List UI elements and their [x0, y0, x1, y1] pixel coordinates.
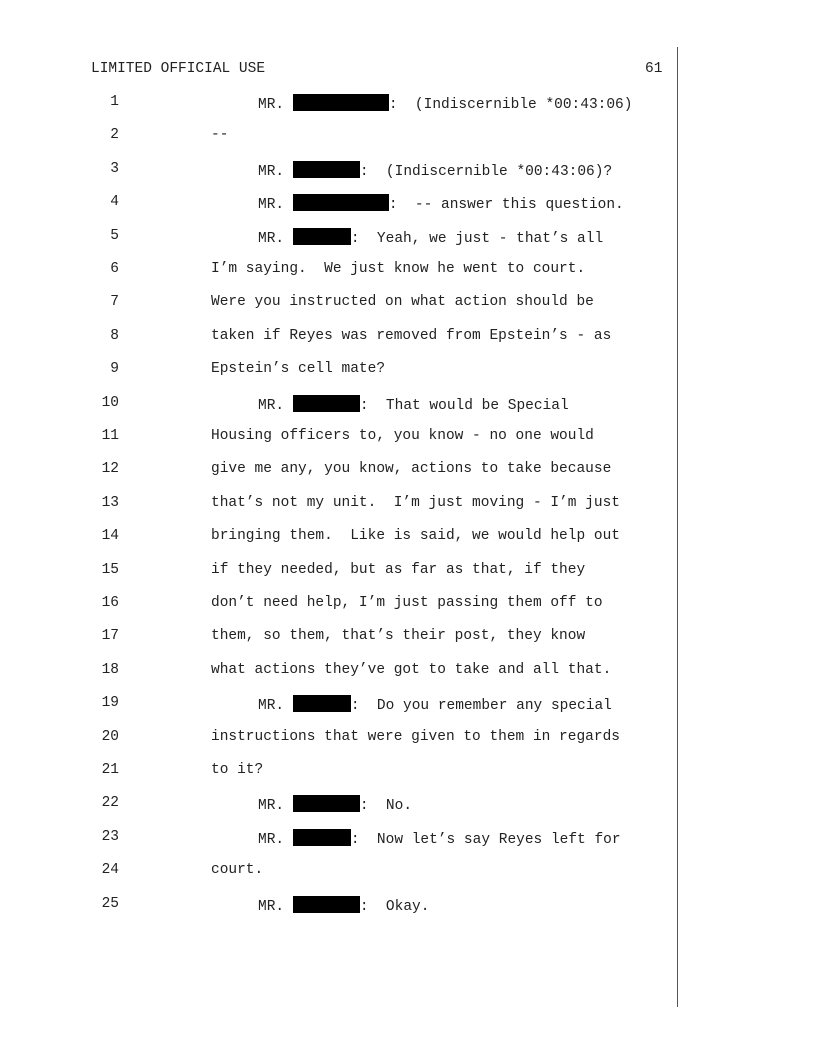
transcript-line	[0, 628, 816, 648]
speaker-text: : Do you remember any special	[350, 698, 612, 715]
line-text	[258, 194, 624, 213]
transcript-line	[0, 395, 816, 415]
line-text: give me any, you know, actions to take because	[211, 461, 612, 478]
transcript-line	[0, 862, 816, 882]
line-number: 10	[101, 394, 119, 411]
transcript-line	[0, 729, 816, 749]
line-number: 18	[101, 661, 119, 678]
speaker-prefix: MR.	[258, 230, 293, 247]
classification-header: LIMITED OFFICIAL USE	[91, 61, 266, 77]
line-text: them, so them, that’s their post, they know	[211, 628, 586, 645]
speaker-text: : (Indiscernible *00:43:06)	[388, 97, 633, 113]
speaker-prefix: MR.	[258, 163, 293, 180]
line-number: 12	[101, 461, 119, 478]
line-text: court.	[211, 862, 264, 879]
transcript-line	[0, 194, 816, 214]
redaction-bar	[293, 161, 360, 178]
line-text	[258, 695, 612, 714]
redaction-bar	[293, 695, 351, 712]
line-number: 11	[101, 428, 119, 444]
line-text	[258, 395, 569, 414]
speaker-text: : No.	[359, 798, 413, 815]
speaker-text: : Yeah, we just - that’s all	[350, 230, 604, 247]
line-number: 24	[101, 862, 119, 879]
line-number: 1	[110, 94, 119, 110]
line-text	[258, 161, 612, 180]
transcript-line	[0, 261, 816, 281]
speaker-text: : (Indiscernible *00:43:06)?	[359, 163, 613, 180]
transcript-line	[0, 294, 816, 314]
line-text	[258, 829, 621, 848]
redaction-bar	[293, 795, 360, 812]
line-number: 13	[101, 494, 119, 511]
speaker-prefix: MR.	[258, 798, 293, 815]
transcript-line	[0, 528, 816, 548]
line-number: 7	[110, 294, 119, 311]
line-text: I’m saying. We just know he went to court.	[211, 261, 586, 277]
transcript-line	[0, 161, 816, 181]
line-text	[258, 94, 632, 113]
speaker-prefix: MR.	[258, 831, 293, 848]
transcript-line	[0, 495, 816, 515]
line-number: 6	[110, 261, 119, 277]
transcript-line	[0, 127, 816, 147]
line-number: 22	[101, 795, 119, 812]
line-text: taken if Reyes was removed from Epstein’s - as	[211, 327, 612, 344]
transcript-line	[0, 562, 816, 582]
line-text: Housing officers to, you know - no one would	[211, 428, 594, 444]
speaker-prefix: MR.	[258, 898, 293, 915]
line-text: instructions that were given to them in regards	[211, 728, 620, 745]
line-number: 20	[101, 728, 119, 745]
line-text: --	[211, 127, 229, 144]
line-number: 5	[110, 227, 119, 244]
transcript-line	[0, 228, 816, 248]
line-number: 8	[110, 327, 119, 344]
transcript-line	[0, 94, 816, 114]
speaker-text: : That would be Special	[359, 397, 569, 414]
redaction-bar	[293, 228, 351, 245]
speaker-text: : -- answer this question.	[388, 197, 624, 214]
line-text: that’s not my unit. I’m just moving - I’m just	[211, 494, 620, 511]
line-number: 16	[101, 595, 119, 611]
line-number: 21	[101, 762, 119, 778]
speaker-prefix: MR.	[258, 197, 293, 214]
line-text: don’t need help, I’m just passing them off to	[211, 595, 603, 611]
line-number: 15	[101, 561, 119, 578]
line-number: 3	[110, 160, 119, 177]
line-number: 14	[101, 528, 119, 545]
transcript-line	[0, 361, 816, 381]
line-text: Were you instructed on what action should be	[211, 294, 594, 311]
page-number: 61	[645, 61, 663, 77]
redaction-bar	[293, 896, 360, 913]
line-text	[258, 795, 412, 814]
speaker-prefix: MR.	[258, 397, 293, 414]
speaker-prefix: MR.	[258, 698, 293, 715]
transcript-line	[0, 428, 816, 448]
line-number: 2	[110, 127, 119, 144]
transcript-line	[0, 762, 816, 782]
redaction-bar	[293, 194, 389, 211]
transcript-line	[0, 695, 816, 715]
line-number: 9	[110, 361, 119, 378]
speaker-text: : Okay.	[359, 898, 430, 915]
transcript-line	[0, 595, 816, 615]
transcript-line	[0, 461, 816, 481]
redaction-bar	[293, 829, 351, 846]
transcript-line	[0, 328, 816, 348]
redaction-bar	[293, 94, 389, 111]
line-number: 23	[101, 828, 119, 845]
line-number: 19	[101, 695, 119, 712]
line-text: to it?	[211, 762, 264, 778]
transcript-line	[0, 896, 816, 916]
transcript-line	[0, 829, 816, 849]
line-text	[258, 896, 429, 915]
line-number: 25	[101, 895, 119, 912]
line-text: bringing them. Like is said, we would help out	[211, 528, 620, 545]
transcript-line	[0, 662, 816, 682]
line-text: if they needed, but as far as that, if they	[211, 561, 586, 578]
transcript-line	[0, 795, 816, 815]
speaker-prefix: MR.	[258, 97, 293, 113]
line-number: 17	[101, 628, 119, 645]
line-number: 4	[110, 194, 119, 211]
line-text: what actions they’ve got to take and all that.	[211, 661, 612, 678]
redaction-bar	[293, 395, 360, 412]
line-text	[258, 228, 603, 247]
line-text: Epstein’s cell mate?	[211, 361, 386, 378]
speaker-text: : Now let’s say Reyes left for	[350, 831, 621, 848]
